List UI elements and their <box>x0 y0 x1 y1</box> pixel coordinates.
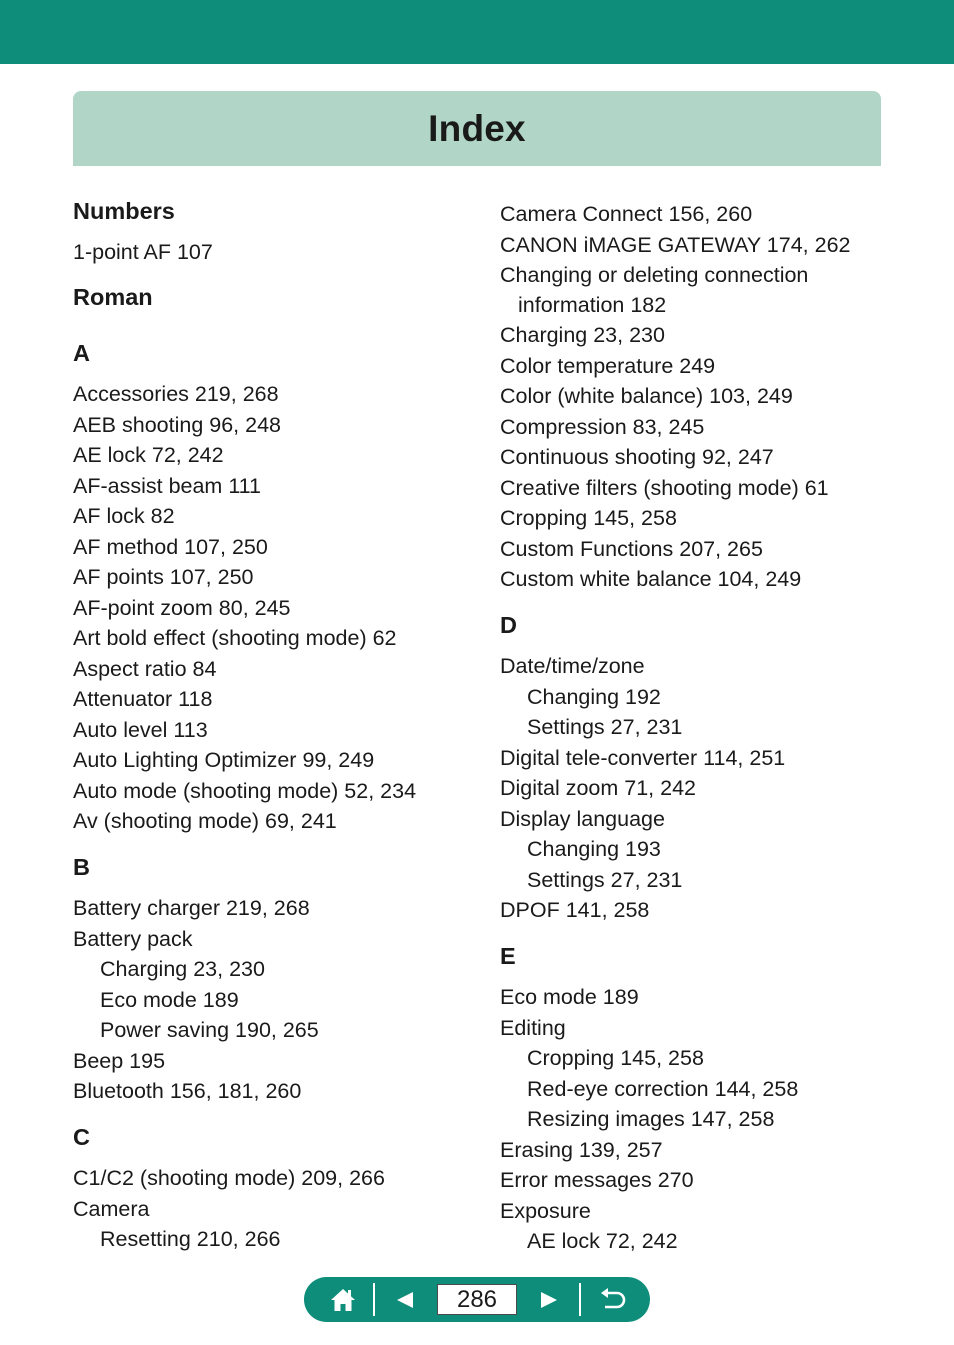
index-entry[interactable]: Aspect ratio 84 <box>73 656 217 681</box>
index-entry[interactable]: Color temperature 249 <box>500 353 716 378</box>
index-entry[interactable]: Digital tele-converter 114, 251 <box>500 745 786 770</box>
index-entry[interactable]: Error messages 270 <box>500 1168 694 1192</box>
index-subentry[interactable]: Power saving 190, 265 <box>100 1018 319 1042</box>
index-entry[interactable]: information 182 <box>518 293 667 317</box>
index-entry[interactable]: CANON iMAGE GATEWAY 174, 262 <box>500 232 851 257</box>
index-entry[interactable]: Cropping 145, 258 <box>500 506 677 530</box>
nav-separator <box>579 1283 581 1316</box>
index-subentry[interactable]: AE lock 72, 242 <box>527 1229 678 1253</box>
index-entry[interactable]: AE lock 72, 242 <box>73 443 224 467</box>
letter-heading-d: D <box>500 612 517 638</box>
index-entry[interactable]: Charging 23, 230 <box>500 323 665 347</box>
next-page-button[interactable] <box>524 1277 574 1322</box>
index-entry[interactable]: Auto mode (shooting mode) 52, 234 <box>73 778 417 803</box>
index-entry[interactable]: Bluetooth 156, 181, 260 <box>73 1079 302 1103</box>
letter-heading-a: A <box>73 340 90 366</box>
section-heading-numbers: Numbers <box>73 198 175 224</box>
index-entry[interactable]: Attenuator 118 <box>73 687 213 711</box>
index-entry[interactable]: Erasing 139, 257 <box>500 1137 663 1162</box>
index-entry[interactable]: Beep 195 <box>73 1048 166 1073</box>
index-entry[interactable]: Custom Functions 207, 265 <box>500 536 763 561</box>
index-entry[interactable]: Digital zoom 71, 242 <box>500 776 696 800</box>
previous-page-button[interactable] <box>380 1277 430 1322</box>
return-arrow-icon <box>599 1287 627 1313</box>
page-navigation <box>304 1277 650 1322</box>
index-entry[interactable]: Continuous shooting 92, 247 <box>500 445 774 469</box>
nav-separator <box>373 1283 375 1316</box>
home-icon <box>329 1287 357 1313</box>
page-title: Index <box>428 107 526 149</box>
index-entry[interactable]: Battery charger 219, 268 <box>73 896 310 920</box>
index-entry[interactable]: Battery pack <box>73 926 193 951</box>
index-entry[interactable]: DPOF 141, 258 <box>500 898 650 922</box>
page-number: 286 <box>437 1284 517 1315</box>
index-entry[interactable]: Auto level 113 <box>73 717 208 742</box>
index-entry[interactable]: Display language <box>500 806 665 831</box>
home-button[interactable] <box>318 1277 368 1322</box>
header-bar <box>0 0 954 64</box>
return-button[interactable] <box>588 1277 638 1322</box>
title-banner <box>73 91 881 166</box>
index-subentry[interactable]: Resizing images 147, 258 <box>527 1107 775 1131</box>
index-entry[interactable]: AF-point zoom 80, 245 <box>73 595 291 620</box>
index-entry[interactable]: Editing <box>500 1015 566 1040</box>
letter-heading-e: E <box>500 943 516 969</box>
index-entry[interactable]: Camera <box>73 1196 150 1221</box>
index-entry[interactable]: Date/time/zone <box>500 654 645 678</box>
index-subentry[interactable]: Charging 23, 230 <box>100 957 265 981</box>
index-entry[interactable]: Changing or deleting connection <box>500 263 809 287</box>
index-entry[interactable]: AEB shooting 96, 248 <box>73 412 281 437</box>
index-entry[interactable]: Custom white balance 104, 249 <box>500 567 802 591</box>
index-entry[interactable]: AF method 107, 250 <box>73 534 268 559</box>
index-entry[interactable]: Eco mode 189 <box>500 985 639 1009</box>
index-entry[interactable]: 1-point AF 107 <box>73 240 213 264</box>
index-subentry[interactable]: Red-eye correction 144, 258 <box>527 1076 799 1101</box>
index-entry[interactable]: AF lock 82 <box>73 504 175 528</box>
index-subentry[interactable]: Changing 192 <box>527 684 661 709</box>
index-subentry[interactable]: Settings 27, 231 <box>527 715 683 739</box>
index-entry[interactable]: Av (shooting mode) 69, 241 <box>73 809 337 833</box>
index-subentry[interactable]: Eco mode 189 <box>100 987 239 1012</box>
index-subentry[interactable]: Resetting 210, 266 <box>100 1227 281 1251</box>
index-subentry[interactable]: Cropping 145, 258 <box>527 1046 704 1070</box>
index-entry[interactable]: AF points 107, 250 <box>73 565 254 589</box>
index-entry[interactable]: Art bold effect (shooting mode) 62 <box>73 626 397 650</box>
triangle-left-icon <box>395 1291 415 1309</box>
triangle-right-icon <box>539 1291 559 1309</box>
index-subentry[interactable]: Changing 193 <box>527 837 661 861</box>
index-entry[interactable]: Color (white balance) 103, 249 <box>500 384 793 408</box>
index-entry[interactable]: C1/C2 (shooting mode) 209, 266 <box>73 1166 385 1190</box>
index-entry[interactable]: AF-assist beam 111 <box>73 473 261 498</box>
letter-heading-c: C <box>73 1124 90 1150</box>
letter-heading-b: B <box>73 854 90 880</box>
index-subentry[interactable]: Settings 27, 231 <box>527 867 683 892</box>
section-heading-roman: Roman <box>73 284 153 310</box>
index-entry[interactable]: Accessories 219, 268 <box>73 382 279 406</box>
index-entry[interactable]: Exposure <box>500 1198 591 1223</box>
index-entry[interactable]: Auto Lighting Optimizer 99, 249 <box>73 748 375 772</box>
index-entry[interactable]: Camera Connect 156, 260 <box>500 202 753 226</box>
index-entry[interactable]: Creative filters (shooting mode) 61 <box>500 475 829 500</box>
index-entry[interactable]: Compression 83, 245 <box>500 414 705 439</box>
